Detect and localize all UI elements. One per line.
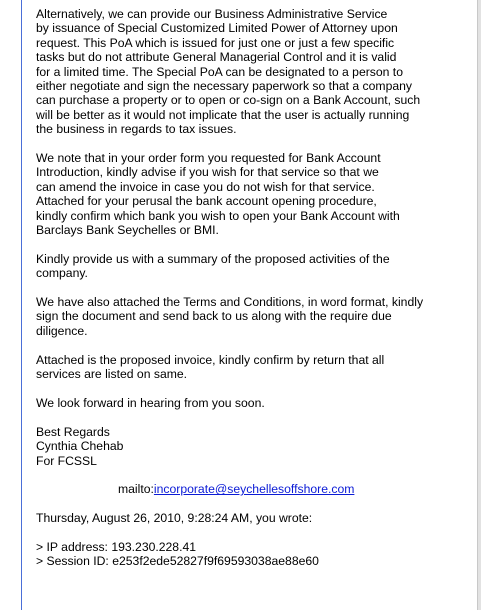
text-line: We note that in your order form you requested for Bank Account (36, 151, 381, 166)
paragraph-activities (36, 252, 468, 281)
text-line: company. (36, 266, 88, 281)
quoted-session-id: > Session ID: e253f2ede52827f9f69593038ae88e60 (36, 554, 319, 569)
text-line: tasks but do not attribute General Managerial Control and it is valid (36, 50, 397, 65)
text-line: by issuance of Special Customized Limited Power of Attorney upon (36, 21, 398, 36)
paragraph-invoice (36, 353, 468, 382)
mailto-line (36, 482, 468, 496)
text-line: request. This PoA which is issued for just one or just a few specific (36, 35, 395, 50)
signature-block (36, 425, 468, 468)
mailto-row (36, 482, 468, 496)
text-line: Kindly provide us with a summary of the proposed activities of the (36, 251, 390, 266)
quote-header-text: Thursday, August 26, 2010, 9:28:24 AM, you wrote: (36, 511, 313, 526)
text-line: diligence. (36, 323, 88, 338)
text-line: services are listed on same. (36, 367, 188, 382)
quoted-ip-address: > IP address: 193.230.228.41 (36, 539, 197, 554)
text-line: Introduction, kindly advise if you wish for that service so that we (36, 165, 379, 180)
text-line: sign the document and send back to us along with the require due (36, 309, 392, 324)
text-line: either negotiate and sign the necessary paperwork so that a company (36, 79, 413, 94)
text-line: We have also attached the Terms and Conditions, in word format, kindly (36, 295, 424, 310)
text-line: Alternatively, we can provide our Business Administrative Service (36, 7, 388, 21)
mailto-prefix: mailto: (118, 482, 154, 497)
signature-company: For FCSSL (36, 453, 97, 468)
text-line: will be better as it would not implicate that the user is actually running (36, 107, 410, 122)
quoted-text (36, 540, 468, 569)
email-link[interactable]: incorporate@seychellesoffshore.com (153, 482, 355, 497)
paragraph-closing (36, 396, 468, 410)
paragraph-bank-account (36, 151, 468, 237)
text-line: the business in regards to tax issues. (36, 122, 237, 137)
paragraph-poa-service (36, 7, 468, 137)
text-line: Attached for your perusal the bank account opening procedure, (36, 194, 377, 209)
scrollbar-track[interactable] (477, 0, 481, 610)
signature-name: Cynthia Chehab (36, 439, 124, 454)
text-line: Barclays Bank Seychelles or BMI. (36, 223, 219, 238)
quote-margin-rule (21, 0, 22, 610)
text-line: kindly confirm which bank you wish to open your Bank Account with (36, 208, 400, 223)
text-line: can purchase a property or to open or co-sign on a Bank Account, such (36, 93, 421, 108)
text-line: for a limited time. The Special PoA can be designated to a person to (36, 64, 403, 79)
text-line: can amend the invoice in case you do not wish for that service. (36, 179, 375, 194)
signature-greeting: Best Regards (36, 424, 110, 439)
text-line: Attached is the proposed invoice, kindly confirm by return that all (36, 352, 385, 367)
text-line: We look forward in hearing from you soon. (36, 395, 265, 410)
paragraph-terms (36, 295, 468, 338)
quote-header (36, 511, 468, 525)
email-body (36, 7, 468, 583)
